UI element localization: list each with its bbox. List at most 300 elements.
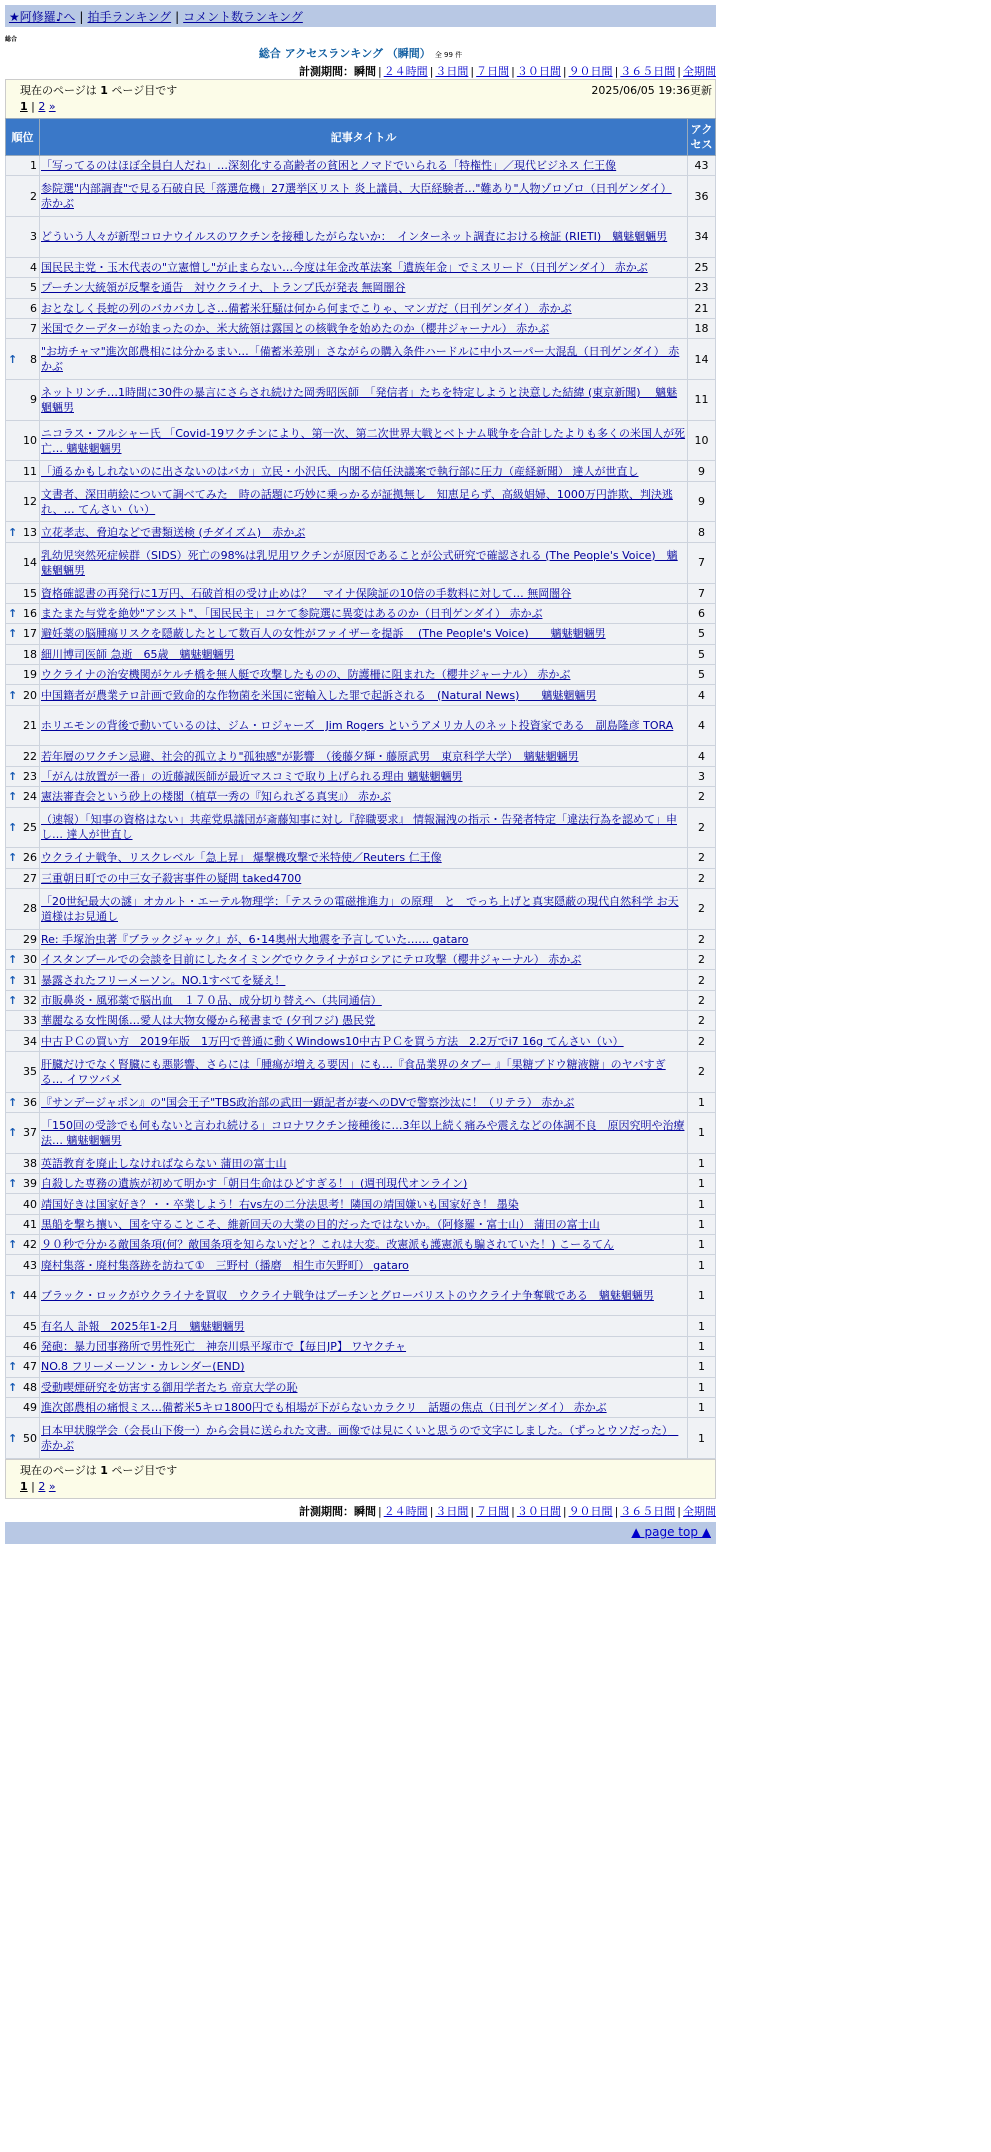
rank-number: 22 bbox=[23, 749, 37, 763]
rank-cell bbox=[6, 1051, 40, 1092]
access-count: 23 bbox=[688, 278, 716, 298]
home-link[interactable]: ★阿修羅♪へ bbox=[9, 10, 76, 24]
table-row bbox=[6, 603, 716, 623]
access-count: 8 bbox=[688, 522, 716, 542]
period-link[interactable]: ９０日間 bbox=[568, 65, 613, 78]
access-count: 2 bbox=[688, 868, 716, 888]
rank-number: 13 bbox=[23, 525, 37, 539]
table-row bbox=[6, 1112, 716, 1153]
period-separator: | bbox=[614, 65, 619, 78]
rank-up-arrow-icon: ↑ bbox=[8, 851, 18, 865]
article-title-link[interactable]: ９０秒で分かる敵国条項(何？敵国条項を知らないだと？これは大変。改憲派も護憲派も騙されていた！) こーるてん bbox=[41, 1238, 614, 1252]
period-separator: | bbox=[511, 65, 515, 78]
rank-number: 25 bbox=[23, 820, 37, 834]
table-row bbox=[6, 461, 716, 481]
rank-cell bbox=[6, 176, 40, 217]
rank-cell bbox=[6, 685, 40, 705]
title-cell bbox=[40, 156, 688, 176]
article-title-link[interactable]: 『サンデージャポン』の"国会王子"TBS政治部の武田一顕記者が妻へのDVで警察沙汰に！（リテラ） 赤かぶ bbox=[41, 1095, 575, 1109]
pager-page-2-link[interactable]: 2 bbox=[38, 1480, 46, 1493]
rank-cell bbox=[6, 624, 40, 644]
table-row bbox=[6, 1153, 716, 1173]
table-row bbox=[6, 278, 716, 298]
rank-number: 16 bbox=[23, 607, 37, 621]
title-cell bbox=[40, 1214, 688, 1234]
table-row bbox=[6, 1194, 716, 1214]
article-title-link[interactable]: 参院選"内部調査"で見る石破自民「落選危機」27選挙区リスト 炎上議員、大臣経験者…"難あり"人物ゾロゾロ（日刊ゲンダイ） 赤かぶ bbox=[41, 182, 672, 211]
access-count: 6 bbox=[688, 603, 716, 623]
total-count: 全 99 件 bbox=[434, 51, 463, 59]
period-selector-top bbox=[299, 63, 716, 79]
rank-number: 46 bbox=[23, 1340, 37, 1354]
rank-cell bbox=[6, 888, 40, 929]
period-separator: | bbox=[562, 65, 567, 78]
title-cell bbox=[40, 1011, 688, 1031]
table-row bbox=[6, 176, 716, 217]
title-cell bbox=[40, 888, 688, 929]
period-link[interactable]: ２４時間 bbox=[383, 65, 428, 78]
pager-next-link[interactable]: » bbox=[48, 1480, 56, 1493]
period-separator: | bbox=[429, 1505, 434, 1518]
rank-up-arrow-icon: ↑ bbox=[8, 953, 18, 967]
rank-cell bbox=[6, 1194, 40, 1214]
pager-separator: | bbox=[31, 1480, 35, 1493]
period-link[interactable]: ３日間 bbox=[435, 1505, 469, 1518]
access-count: 1 bbox=[688, 1255, 716, 1275]
page-status-number: 1 bbox=[100, 84, 108, 97]
rank-number: 29 bbox=[23, 932, 37, 946]
rank-cell bbox=[6, 156, 40, 176]
table-row bbox=[6, 970, 716, 990]
article-title-link[interactable]: ホリエモンの背後で動いているのは、ジム・ロジャーズ Jim Rogers というアメリカ人のネット投資家である 副島隆彦 TORA bbox=[41, 719, 674, 733]
page-status bbox=[20, 1462, 177, 1478]
access-count: 1 bbox=[688, 1214, 716, 1234]
rank-up-arrow-icon: ↑ bbox=[8, 769, 18, 783]
article-title-link[interactable]: 若年層のワクチン忌避、社会的孤立より"孤独感"が影響 （後藤夕輝・藤原武男 東京科学大学） 魑魅魍魎男 bbox=[41, 749, 579, 763]
table-row bbox=[6, 1235, 716, 1255]
article-title-link[interactable]: 暴露されたフリーメーソン。NO.1すべてを疑え！ bbox=[41, 973, 286, 987]
article-title-link[interactable]: 「がんは放置が一番」の近藤誠医師が最近マスコミで取り上げられる理由 魑魅魍魎男 bbox=[41, 769, 463, 783]
access-count: 2 bbox=[688, 1011, 716, 1031]
bottom-bar bbox=[5, 1522, 716, 1544]
rank-cell bbox=[6, 1031, 40, 1051]
title-cell bbox=[40, 1357, 688, 1377]
rank-cell bbox=[6, 950, 40, 970]
access-count: 7 bbox=[688, 583, 716, 603]
rank-number: 15 bbox=[23, 586, 37, 600]
title-cell bbox=[40, 257, 688, 277]
article-title-link[interactable]: イスタンブールでの会談を目前にしたタイミングでウクライナがロシアにテロ攻撃（櫻井ジャーナル） 赤かぶ bbox=[41, 953, 582, 967]
access-count: 1 bbox=[688, 1275, 716, 1316]
pager-page-2-link[interactable]: 2 bbox=[38, 100, 46, 113]
period-separator: | bbox=[511, 1505, 515, 1518]
rank-cell bbox=[6, 522, 40, 542]
article-title-link[interactable]: ネットリンチ…1時間に30件の暴言にさらされ続けた岡秀昭医師 「発信者」たちを特定しようと決意した結緯 (東京新聞) 魑魅魍魎男 bbox=[41, 385, 678, 414]
article-title-link[interactable]: 有名人 訃報 2025年1-2月 魑魅魍魎男 bbox=[41, 1319, 245, 1333]
comment-ranking-link[interactable]: コメント数ランキング bbox=[183, 10, 303, 24]
article-title-link[interactable]: 避妊薬の脳腫瘍リスクを隠蔽したとして数百人の女性がファイザーを提訴 (The People's Voice) 魑魅魍魎男 bbox=[41, 627, 606, 641]
rank-number: 42 bbox=[23, 1238, 37, 1252]
access-count: 25 bbox=[688, 257, 716, 277]
title-cell bbox=[40, 1153, 688, 1173]
page-info-top bbox=[5, 79, 716, 119]
rank-up-arrow-icon: ↑ bbox=[8, 820, 18, 834]
article-title-link[interactable]: 憲法審査会という砂上の楼閣（植草一秀の『知られざる真実』） 赤かぶ bbox=[41, 790, 391, 804]
article-title-link[interactable]: 米国でクーデターが始まったのか、米大統領は露国との核戦争を始めたのか（櫻井ジャーナル） 赤かぶ bbox=[41, 322, 550, 336]
rank-up-arrow-icon: ↑ bbox=[8, 688, 18, 702]
table-row bbox=[6, 705, 716, 746]
rank-cell bbox=[6, 1275, 40, 1316]
article-title-link[interactable]: NO.8 フリーメーソン・カレンダー(END) bbox=[41, 1360, 245, 1374]
access-count: 18 bbox=[688, 318, 716, 338]
article-title-link[interactable]: ウクライナの治安機関がケルチ橋を無人艇で攻撃したものの、防護柵に阻まれた（櫻井ジャーナル） 赤かぶ bbox=[41, 668, 571, 682]
rank-number: 32 bbox=[23, 993, 37, 1007]
title-cell bbox=[40, 522, 688, 542]
article-title-link[interactable]: Re: 手塚治虫著『ブラックジャック』が、6･14奥州大地震を予言していた…… gataro bbox=[41, 932, 469, 946]
article-title-link[interactable]: 華麗なる女性関係…愛人は大物女優から秘書まで (夕刊フジ) 愚民党 bbox=[41, 1014, 376, 1028]
period-link[interactable]: ７日間 bbox=[476, 65, 510, 78]
title-cell bbox=[40, 420, 688, 461]
rank-number: 12 bbox=[23, 495, 37, 509]
article-title-link[interactable]: おとなしく長蛇の列のバカバカしさ…備蓄米狂騒は何から何までこりゃ、マンガだ（日刊ゲンダイ） 赤かぶ bbox=[41, 301, 572, 315]
title-cell bbox=[40, 848, 688, 868]
rank-cell bbox=[6, 1092, 40, 1112]
title-cell bbox=[40, 705, 688, 746]
period-link[interactable]: 全期間 bbox=[683, 65, 716, 78]
page-info-bottom bbox=[5, 1459, 716, 1499]
access-count: 2 bbox=[688, 807, 716, 848]
period-label: 計測期間： bbox=[298, 65, 354, 78]
period-link[interactable]: ３６５日間 bbox=[620, 1505, 676, 1518]
rank-number: 40 bbox=[23, 1197, 37, 1211]
rank-cell bbox=[6, 318, 40, 338]
rank-up-arrow-icon: ↑ bbox=[8, 607, 18, 621]
period-label: 計測期間： bbox=[298, 1505, 354, 1518]
rank-cell bbox=[6, 1011, 40, 1031]
access-count: 2 bbox=[688, 1031, 716, 1051]
table-row bbox=[6, 481, 716, 522]
table-row bbox=[6, 542, 716, 583]
title-cell bbox=[40, 1031, 688, 1051]
rank-cell bbox=[6, 1397, 40, 1417]
rank-number: 45 bbox=[23, 1319, 37, 1333]
article-title-link[interactable]: 立花孝志、脅迫などで書類送検 (チダイズム) 赤かぶ bbox=[41, 525, 306, 539]
title-cell bbox=[40, 970, 688, 990]
rank-number: 2 bbox=[30, 189, 37, 203]
title-cell bbox=[40, 1051, 688, 1092]
table-row bbox=[6, 522, 716, 542]
page-top-link[interactable]: ▲ page top ▲ bbox=[631, 1525, 711, 1539]
table-row bbox=[6, 888, 716, 929]
article-title-link[interactable]: 市販鼻炎・風邪薬で脳出血 １７０品、成分切り替えへ（共同通信） bbox=[41, 993, 382, 1007]
table-row bbox=[6, 787, 716, 807]
title-cell bbox=[40, 950, 688, 970]
rank-cell bbox=[6, 481, 40, 522]
title-cell bbox=[40, 1336, 688, 1356]
rank-cell bbox=[6, 929, 40, 949]
rank-cell bbox=[6, 278, 40, 298]
article-title-link[interactable]: またまた与党を絶妙"アシスト"、「国民民主」コケて参院選に異変はあるのか（日刊ゲンダイ） 赤かぶ bbox=[41, 607, 543, 621]
access-count: 1 bbox=[688, 1418, 716, 1459]
article-title-link[interactable]: 乳幼児突然死症候群（SIDS）死亡の98%は乳児用ワクチンが原因であることが公式研究で確認される (The People's Voice) 魑魅魍魎男 bbox=[41, 548, 678, 577]
table-row bbox=[6, 746, 716, 766]
rank-number: 28 bbox=[23, 902, 37, 916]
rank-number: 11 bbox=[23, 464, 37, 478]
access-count: 4 bbox=[688, 705, 716, 746]
access-count: 1 bbox=[688, 1397, 716, 1417]
article-title-link[interactable]: 自殺した専務の遺族が初めて明かす「朝日生命はひどすぎる！」(週刊現代オンライン) bbox=[41, 1177, 468, 1191]
table-row bbox=[6, 1092, 716, 1112]
access-count: 1 bbox=[688, 1194, 716, 1214]
period-link[interactable]: ９０日間 bbox=[568, 1505, 613, 1518]
rank-number: 43 bbox=[23, 1258, 37, 1272]
page-status-suffix: ページ目です bbox=[111, 84, 178, 97]
rank-header: 順位 bbox=[6, 119, 40, 156]
pager-current-page: 1 bbox=[20, 1480, 28, 1493]
page-status bbox=[20, 82, 177, 98]
title-cell bbox=[40, 298, 688, 318]
access-header: アクセス bbox=[688, 119, 716, 156]
table-row bbox=[6, 1275, 716, 1316]
table-row bbox=[6, 868, 716, 888]
article-title-link[interactable]: 文書者、深田萌絵について調べてみた 時の話題に巧妙に乗っかるが証拠無し 知恵足らず、高級娼婦、1000万円詐欺、判決逃れ、… てんさい（い） bbox=[41, 487, 673, 516]
rank-number: 5 bbox=[30, 281, 37, 295]
table-row bbox=[6, 990, 716, 1010]
access-count: 2 bbox=[688, 990, 716, 1010]
rank-up-arrow-icon: ↑ bbox=[8, 1289, 18, 1303]
rank-up-arrow-icon: ↑ bbox=[8, 1360, 18, 1374]
title-header: 記事タイトル bbox=[40, 119, 688, 156]
title-cell bbox=[40, 176, 688, 217]
pager-separator: | bbox=[31, 100, 35, 113]
rank-number: 33 bbox=[23, 1014, 37, 1028]
rank-cell bbox=[6, 1377, 40, 1397]
title-cell bbox=[40, 379, 688, 420]
rank-number: 49 bbox=[23, 1401, 37, 1415]
access-count: 1 bbox=[688, 1112, 716, 1153]
rank-number: 39 bbox=[23, 1177, 37, 1191]
title-cell bbox=[40, 644, 688, 664]
article-title-link[interactable]: （速報）「知事の資格はない」共産党県議団が斎藤知事に対し『辞職要求』 情報漏洩の指示・告発者特定「違法行為を認めて」申し… 達人が世直し bbox=[41, 813, 677, 842]
access-count: 14 bbox=[688, 339, 716, 380]
period-link[interactable]: ３０日間 bbox=[516, 65, 561, 78]
rank-number: 19 bbox=[23, 668, 37, 682]
table-row bbox=[6, 848, 716, 868]
article-title-link[interactable]: 受動喫煙研究を妨害する御用学者たち 帝京大学の恥 bbox=[41, 1380, 298, 1394]
table-row bbox=[6, 318, 716, 338]
top-navigation-bar bbox=[5, 5, 716, 27]
rank-number: 20 bbox=[23, 688, 37, 702]
table-row bbox=[6, 644, 716, 664]
pager-next-link[interactable]: » bbox=[48, 100, 56, 113]
access-count: 4 bbox=[688, 685, 716, 705]
rank-up-arrow-icon: ↑ bbox=[8, 993, 18, 1007]
rank-number: 7 bbox=[30, 322, 37, 336]
title-cell bbox=[40, 1235, 688, 1255]
table-row bbox=[6, 1173, 716, 1193]
pager-current-page: 1 bbox=[20, 100, 28, 113]
rank-up-arrow-icon: ↑ bbox=[8, 790, 18, 804]
rank-number: 37 bbox=[23, 1126, 37, 1140]
access-count: 5 bbox=[688, 624, 716, 644]
table-header-row bbox=[6, 119, 716, 156]
access-count: 1 bbox=[688, 1377, 716, 1397]
title-cell bbox=[40, 603, 688, 623]
article-title-link[interactable]: 細川博司医師 急逝 65歳 魑魅魍魎男 bbox=[41, 647, 235, 661]
rank-up-arrow-icon: ↑ bbox=[8, 1177, 18, 1191]
table-row bbox=[6, 156, 716, 176]
rank-number: 23 bbox=[23, 769, 37, 783]
article-title-link[interactable]: ニコラス・フルシャー氏 「Covid-19ワクチンにより、第一次、第二次世界大戦とベトナム戦争を合計したよりも多くの米国人が死亡… 魑魅魍魎男 bbox=[41, 426, 686, 455]
title-cell bbox=[40, 624, 688, 644]
access-count: 11 bbox=[688, 379, 716, 420]
title-cell bbox=[40, 685, 688, 705]
article-title-link[interactable]: 中国籍者が農業テロ計画で致命的な作物菌を米国に密輸入した罪で起訴される (Natural News) 魑魅魍魎男 bbox=[41, 688, 597, 702]
rank-cell bbox=[6, 298, 40, 318]
ranking-table-body bbox=[6, 156, 716, 1459]
rank-number: 41 bbox=[23, 1217, 37, 1231]
article-title-link[interactable]: 日本甲状腺学会（会長山下俊一）から会員に送られた文書。画像では見にくいと思うので文字にしました。（ずっとウソだった） 赤かぶ bbox=[41, 1424, 679, 1453]
rank-number: 9 bbox=[30, 393, 37, 407]
article-title-link[interactable]: どういう人々が新型コロナウイルスのワクチンを接種したがらないか： インターネット調査における検証 (RIETI) 魑魅魍魎男 bbox=[41, 230, 668, 244]
rank-number: 27 bbox=[23, 871, 37, 885]
period-link[interactable]: ３６５日間 bbox=[620, 65, 676, 78]
period-link[interactable]: 全期間 bbox=[683, 1505, 716, 1518]
article-title-link[interactable]: 「写ってるのはほぼ全員白人だね」…深刻化する高齢者の貧困とノマドでいられる「特権性」／現代ビジネス 仁王像 bbox=[41, 159, 617, 173]
table-row bbox=[6, 1397, 716, 1417]
rank-cell bbox=[6, 542, 40, 583]
rank-cell bbox=[6, 990, 40, 1010]
period-link[interactable]: ３日間 bbox=[435, 65, 469, 78]
table-row bbox=[6, 1011, 716, 1031]
access-count: 1 bbox=[688, 1316, 716, 1336]
article-title-link[interactable]: 発砲：暴力団事務所で男性死亡 神奈川県平塚市で【毎日JP】 ワヤクチャ bbox=[41, 1340, 407, 1354]
rank-number: 18 bbox=[23, 647, 37, 661]
period-separator: | bbox=[470, 1505, 475, 1518]
table-row bbox=[6, 420, 716, 461]
period-current: 瞬間 bbox=[353, 1505, 376, 1518]
period-link[interactable]: ７日間 bbox=[476, 1505, 510, 1518]
title-cell bbox=[40, 1194, 688, 1214]
rank-cell bbox=[6, 217, 40, 258]
rank-cell bbox=[6, 1235, 40, 1255]
rank-up-arrow-icon: ↑ bbox=[8, 352, 18, 366]
article-title-link[interactable]: ブラック・ロックがウクライナを買収 ウクライナ戦争はプーチンとグローバリストのウクライナ争奪戦である 魑魅魍魎男 bbox=[41, 1289, 654, 1303]
table-row bbox=[6, 1377, 716, 1397]
rank-number: 10 bbox=[23, 434, 37, 448]
rank-number: 8 bbox=[30, 352, 37, 366]
period-separator: | bbox=[377, 65, 382, 78]
access-count: 2 bbox=[688, 929, 716, 949]
rank-cell bbox=[6, 970, 40, 990]
rank-number: 31 bbox=[23, 973, 37, 987]
access-count: 10 bbox=[688, 420, 716, 461]
article-title-link[interactable]: 「20世紀最大の謎」オカルト・エーテル物理学：「テスラの電磁推進力」の原理 と でっち上げと真実隠蔽の現代自然科学 お天道様はお見通し bbox=[41, 894, 679, 923]
title-cell bbox=[40, 1316, 688, 1336]
access-count: 2 bbox=[688, 1051, 716, 1092]
rank-number: 38 bbox=[23, 1156, 37, 1170]
rank-cell bbox=[6, 1357, 40, 1377]
title-cell bbox=[40, 481, 688, 522]
article-title-link[interactable]: 廃村集落・廃村集落跡を訪ねて① 三野村（播磨 相生市矢野町） gataro bbox=[41, 1258, 409, 1272]
period-link[interactable]: ２４時間 bbox=[383, 1505, 428, 1518]
table-row bbox=[6, 664, 716, 684]
article-title-link[interactable]: 資格確認書の再発行に1万円、石破首相の受け止めは？ マイナ保険証の10倍の手数料に対して… 無岡闇谷 bbox=[41, 586, 572, 600]
rank-cell bbox=[6, 461, 40, 481]
rank-up-arrow-icon: ↑ bbox=[8, 1238, 18, 1252]
table-row bbox=[6, 339, 716, 380]
updated-timestamp: 2025/06/05 19:36更新 bbox=[591, 84, 712, 97]
article-title-link[interactable]: 英語教育を廃止しなければならない 蒲田の富士山 bbox=[41, 1156, 287, 1170]
rank-number: 26 bbox=[23, 851, 37, 865]
title-cell bbox=[40, 339, 688, 380]
article-title-link[interactable]: 中古ＰＣの買い方 2019年版 1万円で普通に動くWindows10中古ＰＣを買う方法 2.2万でi7 16g てんさい（い） bbox=[41, 1034, 624, 1048]
table-row bbox=[6, 1255, 716, 1275]
rank-up-arrow-icon: ↑ bbox=[8, 525, 18, 539]
title-cell bbox=[40, 1418, 688, 1459]
period-link[interactable]: ３０日間 bbox=[516, 1505, 561, 1518]
rank-cell bbox=[6, 807, 40, 848]
rank-cell bbox=[6, 1316, 40, 1336]
title-cell bbox=[40, 1112, 688, 1153]
access-count: 1 bbox=[688, 1235, 716, 1255]
title-cell bbox=[40, 542, 688, 583]
rank-cell bbox=[6, 746, 40, 766]
rank-cell bbox=[6, 1173, 40, 1193]
article-title-link[interactable]: 国民民主党・玉木代表の"立憲憎し"が止まらない…今度は年金改革法案「遺族年金」でミスリード（日刊ゲンダイ） 赤かぶ bbox=[41, 260, 648, 274]
clap-ranking-link[interactable]: 拍手ランキング bbox=[87, 10, 172, 24]
access-count: 1 bbox=[688, 1092, 716, 1112]
rank-cell bbox=[6, 1255, 40, 1275]
period-current: 瞬間 bbox=[353, 65, 376, 78]
table-row bbox=[6, 1336, 716, 1356]
access-count: 43 bbox=[688, 156, 716, 176]
page-status-prefix: 現在のページは bbox=[20, 84, 97, 97]
article-title-link[interactable]: 肝臓だけでなく腎臓にも悪影響、さらには「腫瘍が増える要因」にも…『食品業界のタブー 』「果糖ブドウ糖液糖」のヤバすぎる… イワツバメ bbox=[41, 1057, 666, 1086]
article-title-link[interactable]: 「150回の受診でも何もないと言われ続ける」コロナワクチン接種後に…3年以上続く痛みや震えなどの体調不良 原因究明や治療法… 魑魅魍魎男 bbox=[41, 1118, 685, 1147]
rank-number: 4 bbox=[30, 260, 37, 274]
rank-number: 50 bbox=[23, 1431, 37, 1445]
rank-cell bbox=[6, 1214, 40, 1234]
access-count: 1 bbox=[688, 1173, 716, 1193]
article-title-link[interactable]: ウクライナ戦争、リスクレベル「急上昇」 爆撃機攻撃で米特使／Reuters 仁王像 bbox=[41, 851, 442, 865]
rank-up-arrow-icon: ↑ bbox=[8, 973, 18, 987]
article-title-link[interactable]: プーチン大統領が反撃を通告 対ウクライナ、トランプ氏が発表 無岡闇谷 bbox=[41, 281, 406, 295]
rank-number: 47 bbox=[23, 1360, 37, 1374]
title-cell bbox=[40, 807, 688, 848]
page-title-row bbox=[0, 45, 721, 61]
article-title-link[interactable]: 「通るかもしれないのに出さないのはバカ」立民・小沢氏、内閣不信任決議案で執行部に圧力（産経新聞） 達人が世直し bbox=[41, 464, 639, 478]
page-status-number: 1 bbox=[100, 1464, 108, 1477]
title-cell bbox=[40, 1397, 688, 1417]
title-cell bbox=[40, 868, 688, 888]
rank-up-arrow-icon: ↑ bbox=[8, 1095, 18, 1109]
article-title-link[interactable]: 靖国好きは国家好き？・・卒業しよう！右vs左の二分法思考！隣国の靖国嫌いも国家好き！ 墨染 bbox=[41, 1197, 519, 1211]
pager bbox=[20, 1480, 56, 1493]
article-title-link[interactable]: 三重朝日町での中三女子殺害事件の疑問 taked4700 bbox=[41, 871, 302, 885]
article-title-link[interactable]: "お坊チャマ"進次郎農相には分かるまい…「備蓄米差別」さながらの購入条件ハードルに中小スーパー大混乱（日刊ゲンダイ） 赤かぶ bbox=[41, 345, 680, 374]
article-title-link[interactable]: 黒船を撃ち攘い、国を守ることこそ、維新回天の大業の目的だったではないか。（阿修羅・富士山） 蒲田の富士山 bbox=[41, 1217, 600, 1231]
table-row bbox=[6, 379, 716, 420]
period-separator: | bbox=[470, 65, 475, 78]
rank-cell bbox=[6, 705, 40, 746]
article-title-link[interactable]: 進次郎農相の痛恨ミス…備蓄米5キロ1800円でも相場が下がらないカラクリ 話題の焦点（日刊ゲンダイ） 赤かぶ bbox=[41, 1401, 607, 1415]
access-count: 5 bbox=[688, 644, 716, 664]
access-count: 2 bbox=[688, 888, 716, 929]
table-row bbox=[6, 217, 716, 258]
title-cell bbox=[40, 461, 688, 481]
pager bbox=[20, 100, 56, 113]
